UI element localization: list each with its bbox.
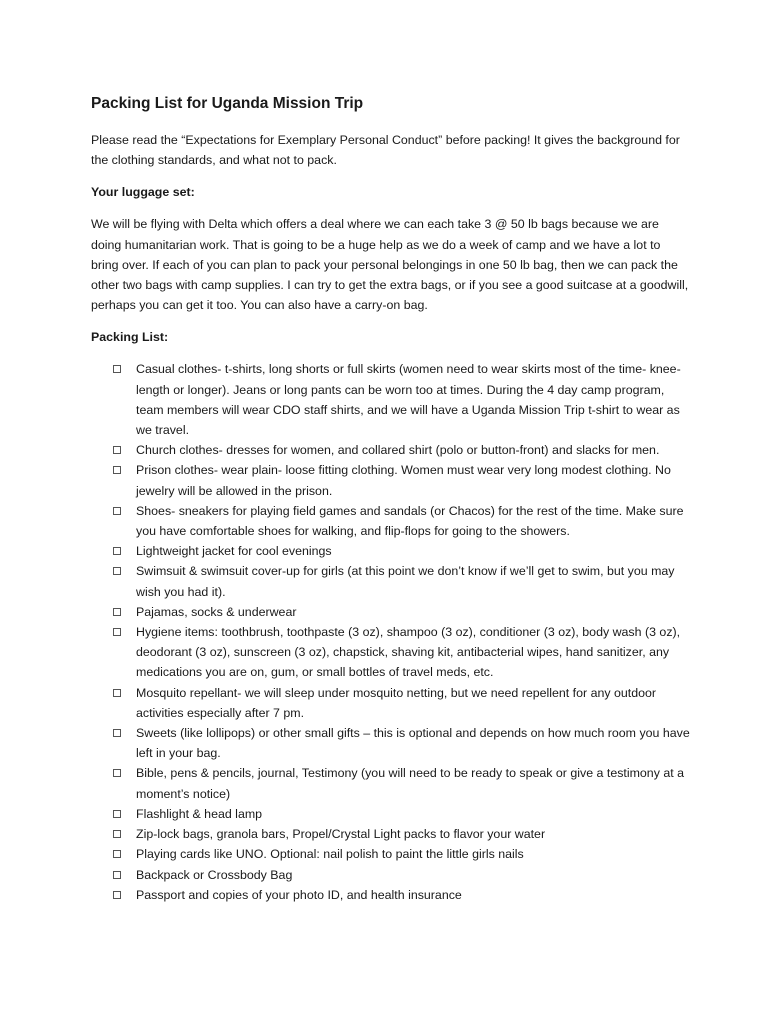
list-item-text: Church clothes- dresses for women, and collared shirt (polo or button-front) and slacks for men. xyxy=(136,443,660,458)
checkbox-icon xyxy=(113,850,121,858)
list-item xyxy=(91,602,691,622)
list-item-text: Zip-lock bags, granola bars, Propel/Crystal Light packs to flavor your water xyxy=(136,827,546,842)
list-item-text: Prison clothes- wear plain- loose fitting clothing. Women must wear very long modest clothing. No jewelry will be allowed in the prison. xyxy=(136,463,671,498)
checkbox-icon xyxy=(113,729,121,737)
checkbox-icon xyxy=(113,830,121,838)
luggage-paragraph: We will be flying with Delta which offers a deal where we can each take 3 @ 50 lb bags because we are doing humanitarian work. That is going to be a huge help as we do a week of camp and we have a lot to bring over. If each of you can plan to pack your personal belongings in one 50 lb bag, then we can pack the other two bags with camp supplies. I can try to get the extra bags, or if you see a good suitcase at a goodwill, perhaps you can get it too. You can also have a carry-on bag. xyxy=(91,217,689,313)
list-item xyxy=(91,723,691,763)
checkbox-icon xyxy=(113,466,121,474)
checkbox-icon xyxy=(113,628,121,636)
list-item xyxy=(91,885,691,905)
list-item-text: Passport and copies of your photo ID, and health insurance xyxy=(136,887,462,902)
list-item xyxy=(91,359,691,440)
list-item-text: Mosquito repellant- we will sleep under mosquito netting, but we need repellent for any outdoor activities especially after 7 pm. xyxy=(136,685,657,720)
list-item xyxy=(91,844,691,864)
list-item xyxy=(91,763,691,803)
checkbox-icon xyxy=(113,567,121,575)
checkbox-icon xyxy=(113,689,121,697)
checkbox-icon xyxy=(113,871,121,879)
list-item-text: Flashlight & head lamp xyxy=(136,806,263,821)
list-item-text: Pajamas, socks & underwear xyxy=(136,604,297,619)
list-item-text: Shoes- sneakers for playing field games and sandals (or Chacos) for the rest of the time. Make sure you have comfortable shoes for walking, and flip-flops for going to the showers. xyxy=(136,503,684,539)
document-title: Packing List for Uganda Mission Trip xyxy=(91,95,364,112)
list-item xyxy=(91,683,691,723)
list-item xyxy=(91,824,691,844)
list-item xyxy=(91,541,691,561)
luggage-heading: Your luggage set: xyxy=(91,185,195,200)
list-item xyxy=(91,440,691,460)
checkbox-icon xyxy=(113,810,121,818)
list-item-text: Bible, pens & pencils, journal, Testimony (you will need to be ready to speak or give a testimony at a moment’s notice) xyxy=(136,766,685,801)
list-item-text: Playing cards like UNO. Optional: nail polish to paint the little girls nails xyxy=(136,847,524,862)
checkbox-icon xyxy=(113,446,121,454)
list-item xyxy=(91,622,691,683)
checkbox-icon xyxy=(113,891,121,899)
packing-list-heading: Packing List: xyxy=(91,330,169,345)
list-item xyxy=(91,501,691,541)
list-item xyxy=(91,561,691,601)
packing-list xyxy=(91,359,691,904)
checkbox-icon xyxy=(113,547,121,555)
intro-paragraph: Please read the “Expectations for Exemplary Personal Conduct” before packing! It gives the background for the clothing standards, and what not to pack. xyxy=(91,133,680,168)
checkbox-icon xyxy=(113,769,121,777)
checkbox-icon xyxy=(113,365,121,373)
document-page xyxy=(91,94,691,905)
list-item-text: Casual clothes- t-shirts, long shorts or full skirts (women need to wear skirts most of the time- knee-length or longer). Jeans or long pants can be worn too at times. During the 4 day camp program, team members will wear CDO staff shirts, and we will have a Uganda Mission Trip t-shirt to wear as we travel. xyxy=(136,362,681,438)
list-item-text: Sweets (like lollipops) or other small gifts – this is optional and depends on how much room you have left in your bag. xyxy=(136,726,690,761)
list-item-text: Hygiene items: toothbrush, toothpaste (3 oz), shampoo (3 oz), conditioner (3 oz), body wash (3 oz), deodorant (3 oz), sunscreen (3 oz), chapstick, shaving kit, antibacterial wipes, hand sanitizer, any medications you are on, gum, or small bottles of travel meds, etc. xyxy=(136,625,681,680)
list-item xyxy=(91,804,691,824)
checkbox-icon xyxy=(113,507,121,515)
list-item xyxy=(91,460,691,500)
list-item-text: Lightweight jacket for cool evenings xyxy=(136,544,332,559)
list-item-text: Swimsuit & swimsuit cover-up for girls (at this point we don’t know if we’ll get to swim, but you may wish you had it). xyxy=(136,564,675,599)
list-item-text: Backpack or Crossbody Bag xyxy=(136,867,293,882)
list-item xyxy=(91,865,691,885)
checkbox-icon xyxy=(113,608,121,616)
